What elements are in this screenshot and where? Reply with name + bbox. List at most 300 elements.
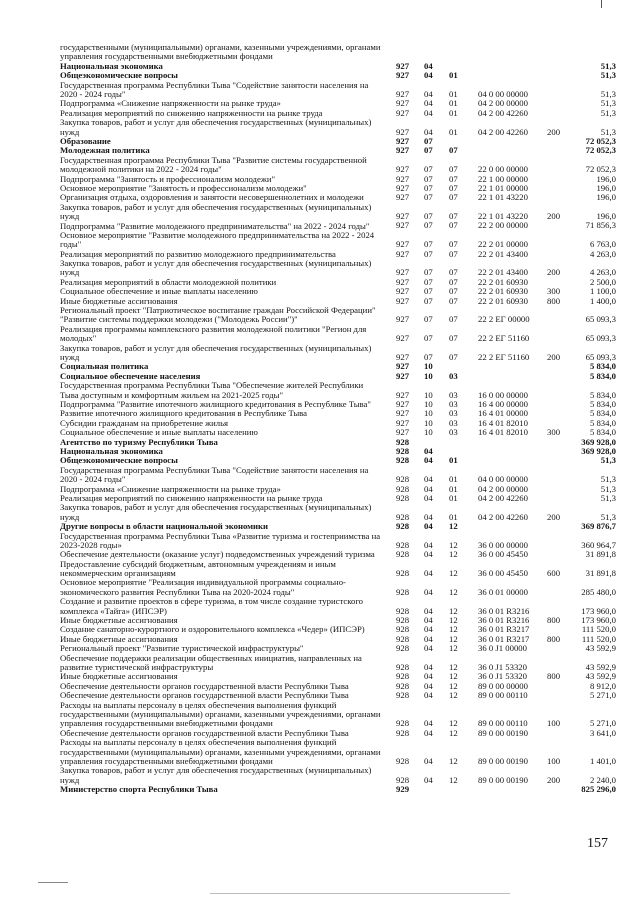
ministry-code: 928 [396, 671, 410, 682]
ministry-code: 928 [396, 615, 410, 626]
expense-type-code: 600 [547, 568, 561, 579]
row-description [60, 118, 390, 137]
ministry-code: 928 [396, 492, 410, 503]
subsection-code: 07 [449, 248, 458, 259]
subsection-code: 01 [449, 98, 458, 109]
ministry-code: 927 [396, 135, 410, 146]
subsection-code: 01 [449, 126, 458, 137]
ministry-code: 928 [396, 624, 410, 635]
subsection-code: 07 [449, 352, 458, 363]
section-code: 07 [424, 173, 433, 184]
section-code: 04 [424, 445, 433, 456]
target-article-code: 04 2 00 42260 [478, 107, 528, 118]
section-code: 10 [424, 427, 433, 438]
target-article-code: 36 0 J1 53320 [478, 671, 527, 682]
description-line: Иные бюджетные ассигнования [60, 615, 178, 626]
description-line: Развитие ипотечного жилищного кредитования в Республике Тыва [60, 408, 307, 419]
table-row [0, 766, 639, 785]
target-article-code: 22 1 01 43220 [478, 192, 528, 203]
description-line: Государственная программа Республики Тыва "Содействие занятости населения на [60, 464, 369, 475]
subsection-code: 03 [449, 389, 458, 400]
ministry-code: 928 [396, 727, 410, 738]
section-code: 04 [424, 70, 433, 81]
amount: 5 271,0 [589, 718, 616, 729]
table-row [0, 466, 639, 485]
subsection-code: 12 [449, 549, 458, 560]
description-line: молодежной политики на 2022 - 2024 годы" [60, 164, 222, 175]
description-line: Государственная программа Республики Тыва "Содействие занятости населения на [60, 79, 369, 90]
row-description [60, 766, 390, 785]
target-article-code: 22 2 ЕГ 00000 [478, 314, 530, 325]
description-line: Создание и развитие проектов в сфере туризма, в том числе создание туристского [60, 596, 364, 607]
target-article-code: 22 2 01 60930 [478, 286, 528, 297]
amount: 196,0 [596, 173, 616, 184]
ministry-code: 927 [396, 295, 410, 306]
subsection-code: 12 [449, 662, 458, 673]
target-article-code: 36 0 J1 53320 [478, 662, 527, 673]
section-code: 07 [424, 220, 433, 231]
amount: 285 480,0 [581, 586, 616, 597]
section-code: 04 [424, 633, 433, 644]
section-code: 07 [424, 286, 433, 297]
amount: 173 960,0 [581, 605, 616, 616]
section-code: 04 [424, 483, 433, 494]
amount: 51,3 [600, 126, 616, 137]
target-article-code: 04 2 00 42260 [478, 492, 528, 503]
amount: 43 592,9 [585, 662, 616, 673]
table-row [0, 203, 639, 222]
target-article-code: 04 0 00 00000 [478, 88, 528, 99]
ministry-code: 927 [396, 276, 410, 287]
ministry-code: 927 [396, 70, 410, 81]
subsection-code: 12 [449, 521, 458, 532]
section-code: 04 [424, 539, 433, 550]
expense-type-code: 200 [547, 211, 561, 222]
expense-type-code: 100 [547, 718, 561, 729]
ministry-code: 927 [396, 248, 410, 259]
target-article-code: 36 0 J1 00000 [478, 643, 527, 654]
ministry-code: 928 [396, 774, 410, 785]
ministry-code: 927 [396, 267, 410, 278]
ministry-code: 927 [396, 408, 410, 419]
subsection-code: 12 [449, 727, 458, 738]
amount: 65 093,3 [585, 314, 616, 325]
description-line: комплекса «Тайга» (ИПСЭР) [60, 605, 167, 616]
target-article-code: 04 0 00 00000 [478, 474, 528, 485]
target-article-code: 22 2 01 60930 [478, 295, 528, 306]
description-line: нужд [60, 126, 80, 137]
amount: 43 592,9 [585, 671, 616, 682]
description-line: некоммерческим организациям [60, 568, 176, 579]
section-code: 04 [424, 671, 433, 682]
target-article-code: 04 2 00 42260 [478, 511, 528, 522]
subsection-code: 01 [449, 511, 458, 522]
description-line: Подпрограмма «Снижение напряженности на рынке труда» [60, 483, 281, 494]
page-number: 157 [587, 836, 608, 851]
description-line: Обеспечение деятельности органов государственной власти Республики Тыва [60, 680, 349, 691]
section-code: 04 [424, 455, 433, 466]
section-code: 10 [424, 408, 433, 419]
target-article-code: 22 2 ЕГ 51160 [478, 333, 530, 344]
target-article-code: 89 0 00 00110 [478, 718, 528, 729]
section-code: 04 [424, 755, 433, 766]
description-line: Социальное обеспечение и иные выплаты населению [60, 286, 258, 297]
ministry-code: 927 [396, 60, 410, 71]
section-code: 04 [424, 492, 433, 503]
amount: 5 834,0 [589, 398, 616, 409]
subsection-code: 07 [449, 333, 458, 344]
target-article-code: 16 0 00 00000 [478, 389, 528, 400]
amount: 5 834,0 [589, 417, 616, 428]
amount: 111 520,0 [581, 633, 616, 644]
section-code: 07 [424, 164, 433, 175]
subsection-code: 07 [449, 286, 458, 297]
description-line: Иные бюджетные ассигнования [60, 633, 178, 644]
ministry-code: 927 [396, 389, 410, 400]
description-line: Реализация программы комплексного развития молодежной политики "Регион для [60, 323, 367, 334]
expense-type-code: 200 [547, 774, 561, 785]
description-line: Региональный проект "Патриотическое воспитание граждан Российской Федерации" [60, 305, 376, 316]
subsection-code: 03 [449, 417, 458, 428]
section-code: 04 [424, 126, 433, 137]
description-line: Обеспечение деятельности органов государственной власти Республики Тыва [60, 690, 349, 701]
section-code: 04 [424, 662, 433, 673]
section-code: 10 [424, 417, 433, 428]
section-code: 07 [424, 295, 433, 306]
table-row [0, 560, 639, 579]
description-line: Предоставление субсидий бюджетным, автономным учреждениям и иным [60, 558, 336, 569]
description-line: Общеэкономические вопросы [60, 455, 178, 466]
description-line: государственными (муниципальными) органами, казенными учреждениями, органами [60, 42, 381, 52]
section-code: 10 [424, 389, 433, 400]
target-article-code: 36 0 01 R3216 [478, 615, 530, 626]
amount: 72 052,3 [585, 135, 616, 146]
subsection-code: 12 [449, 680, 458, 691]
expense-type-code: 800 [547, 295, 561, 306]
subsection-code: 12 [449, 774, 458, 785]
amount: 1 100,0 [589, 286, 616, 297]
amount: 3 641,0 [589, 727, 616, 738]
subsection-code: 01 [449, 88, 458, 99]
amount: 51,3 [600, 88, 616, 99]
description-line: годы" [60, 239, 82, 250]
table-row [0, 344, 639, 363]
description-line: Реализация мероприятий по снижению напряженности на рынке труда [60, 107, 323, 118]
ministry-code: 927 [396, 286, 410, 297]
description-line: Организация отдыха, оздоровления и занятости несовершеннолетних и молодежи [60, 192, 364, 203]
description-line: Основное мероприятие "Развитие молодежного предпринимательства на 2022 - 2024 [60, 229, 375, 240]
subsection-code: 07 [449, 295, 458, 306]
target-article-code: 89 0 00 00190 [478, 755, 528, 766]
section-code: 07 [424, 267, 433, 278]
description-line: Подпрограмма "Развитие ипотечного жилищного кредитования в Республике Тыва" [60, 399, 371, 409]
ministry-code: 927 [396, 173, 410, 184]
target-article-code: 22 1 01 00000 [478, 182, 528, 193]
subsection-code: 07 [449, 192, 458, 203]
target-article-code: 22 2 01 43400 [478, 248, 528, 259]
amount: 65 093,3 [585, 352, 616, 363]
description-line: Тыва доступным и комфортным жильем на 2021-2025 годы" [60, 389, 284, 400]
section-code: 07 [424, 248, 433, 259]
amount: 1 401,0 [589, 755, 616, 766]
section-code: 04 [424, 727, 433, 738]
subsection-code: 07 [449, 314, 458, 325]
section-code: 04 [424, 568, 433, 579]
target-article-code: 16 4 00 00000 [478, 398, 528, 409]
section-code: 04 [424, 60, 433, 71]
target-article-code: 36 0 01 R3217 [478, 633, 530, 644]
section-code: 04 [424, 107, 433, 118]
section-code: 04 [424, 680, 433, 691]
target-article-code: 22 0 00 00000 [478, 164, 528, 175]
row-description [60, 785, 390, 794]
row-description [60, 325, 390, 344]
row-description [60, 578, 390, 597]
description-line: нужд [60, 267, 80, 278]
description-line: Основное мероприятие "Реализация индивидуальной программы социально- [60, 577, 346, 588]
section-code: 07 [424, 145, 433, 156]
description-line: Национальная экономика [60, 445, 163, 456]
description-line: Иные бюджетные ассигнования [60, 295, 178, 306]
description-line: Министерство спорта Республики Тыва [60, 784, 218, 795]
description-line: Национальная экономика [60, 60, 163, 71]
amount: 31 891,8 [585, 568, 616, 579]
description-line: Социальное обеспечение населения [60, 370, 201, 381]
target-article-code: 89 0 00 00190 [478, 727, 528, 738]
row-description [60, 738, 390, 766]
subsection-code: 07 [449, 211, 458, 222]
description-line: 2023-2028 годы» [60, 539, 122, 550]
subsection-code: 07 [449, 220, 458, 231]
description-line: 2020 - 2024 годы" [60, 474, 126, 485]
ministry-code: 927 [396, 220, 410, 231]
amount: 31 891,8 [585, 549, 616, 560]
subsection-code: 07 [449, 164, 458, 175]
description-line: молодых" [60, 333, 97, 344]
subsection-code: 12 [449, 671, 458, 682]
subsection-code: 07 [449, 276, 458, 287]
amount: 51,3 [600, 60, 616, 71]
description-line: Государственная программа Республики Тыва «Развитие туризма и гостеприимства на [60, 530, 381, 541]
amount: 369 928,0 [581, 445, 616, 456]
section-code: 04 [424, 690, 433, 701]
amount: 5 834,0 [589, 361, 616, 372]
description-line: нужд [60, 352, 80, 363]
description-line: экономического развития Республики Тыва на 2020-2024 годы" [60, 586, 295, 597]
description-line: Подпрограмма «Снижение напряженности на рынке труда» [60, 98, 281, 109]
row-description [60, 259, 390, 278]
section-code: 07 [424, 314, 433, 325]
row-description [60, 156, 390, 175]
section-code: 04 [424, 605, 433, 616]
section-code: 04 [424, 774, 433, 785]
description-line: Подпрограмма "Занятость и профессионализм молодежи" [60, 173, 276, 184]
ministry-code: 928 [396, 539, 410, 550]
description-line: Государственная программа Республики Тыва "Развитие системы государственной [60, 154, 367, 165]
section-code: 04 [424, 521, 433, 532]
ministry-code: 927 [396, 98, 410, 109]
amount: 51,3 [600, 483, 616, 494]
scan-edge-mark [38, 882, 68, 883]
section-code: 07 [424, 276, 433, 287]
amount: 51,3 [600, 98, 616, 109]
section-code: 10 [424, 398, 433, 409]
description-line: управления государственными внебюджетными фондами [60, 756, 273, 766]
description-line: Агентство по туризму Республики Тыва [60, 436, 218, 447]
description-line: Региональный проект "Развитие туристической инфраструктуры" [60, 643, 304, 654]
ministry-code: 928 [396, 643, 410, 654]
row-description [60, 503, 390, 522]
description-line: государственными (муниципальными) органами, казенными учреждениями, органами [60, 709, 381, 720]
ministry-code: 928 [396, 455, 410, 466]
ministry-code: 928 [396, 445, 410, 456]
expense-type-code: 100 [547, 755, 561, 766]
expense-type-code: 300 [547, 427, 561, 438]
ministry-code: 927 [396, 427, 410, 438]
row-description [60, 701, 390, 729]
subsection-code: 12 [449, 586, 458, 597]
amount: 51,3 [600, 107, 616, 118]
ministry-code: 927 [396, 417, 410, 428]
target-article-code: 22 1 01 43220 [478, 211, 528, 222]
ministry-code: 928 [396, 521, 410, 532]
section-code: 07 [424, 352, 433, 363]
subsection-code: 01 [449, 70, 458, 81]
expense-type-code: 200 [547, 126, 561, 137]
description-line: нужд [60, 211, 80, 222]
target-article-code: 36 0 00 45450 [478, 568, 528, 579]
target-article-code: 04 2 00 42260 [478, 126, 528, 137]
description-line: управления государственными внебюджетными фондами [60, 718, 273, 729]
ministry-code: 927 [396, 192, 410, 203]
subsection-code: 01 [449, 483, 458, 494]
description-line: нужд [60, 511, 80, 522]
ministry-code: 928 [396, 511, 410, 522]
section-code: 07 [424, 239, 433, 250]
amount: 51,3 [600, 511, 616, 522]
ministry-code: 928 [396, 474, 410, 485]
description-line: Закупка товаров, работ и услуг для обеспечения государственных (муниципальных) [60, 342, 372, 353]
section-code: 04 [424, 586, 433, 597]
description-line: Закупка товаров, работ и услуг для обеспечения государственных (муниципальных) [60, 258, 372, 269]
ministry-code: 928 [396, 605, 410, 616]
ministry-code: 927 [396, 398, 410, 409]
section-code: 10 [424, 361, 433, 372]
ministry-code: 927 [396, 361, 410, 372]
target-article-code: 22 2 01 00000 [478, 239, 528, 250]
description-line: Закупка товаров, работ и услуг для обеспечения государственных (муниципальных) [60, 201, 372, 212]
section-code: 04 [424, 624, 433, 635]
ministry-code: 928 [396, 718, 410, 729]
target-article-code: 22 2 01 60930 [478, 276, 528, 287]
scan-edge-mark [601, 0, 602, 8]
target-article-code: 89 0 00 00000 [478, 680, 528, 691]
table-row [0, 503, 639, 522]
description-line: "Развитие системы поддержки молодежи ("Молодежь России")" [60, 314, 298, 325]
subsection-code: 12 [449, 643, 458, 654]
row-description [60, 532, 390, 551]
subsection-code: 07 [449, 145, 458, 156]
subsection-code: 07 [449, 173, 458, 184]
row-description [60, 560, 390, 579]
budget-table [0, 43, 639, 795]
description-line: Закупка товаров, работ и услуг для обеспечения государственных (муниципальных) [60, 117, 372, 128]
table-row [0, 532, 639, 551]
table-row [0, 325, 639, 344]
section-code: 04 [424, 549, 433, 560]
description-line: Социальная политика [60, 361, 149, 372]
description-line: Государственная программа Республики Тыва "Обеспечение жителей Республики [60, 380, 364, 391]
description-line: управления государственными внебюджетными фондами [60, 51, 273, 62]
expense-type-code: 800 [547, 615, 561, 626]
subsection-code: 12 [449, 568, 458, 579]
row-description [60, 203, 390, 222]
description-line: Закупка товаров, работ и услуг для обеспечения государственных (муниципальных) [60, 502, 372, 513]
description-line: Расходы на выплаты персоналу в целях обеспечения выполнения функций [60, 699, 337, 710]
description-line: Иные бюджетные ассигнования [60, 671, 178, 682]
section-code: 04 [424, 98, 433, 109]
row-description [60, 654, 390, 673]
table-row [0, 231, 639, 250]
ministry-code: 929 [396, 784, 410, 795]
target-article-code: 16 4 01 82010 [478, 417, 528, 428]
expense-type-code: 800 [547, 671, 561, 682]
ministry-code: 927 [396, 211, 410, 222]
ministry-code: 928 [396, 586, 410, 597]
subsection-code: 03 [449, 408, 458, 419]
row-description [60, 344, 390, 363]
subsection-code: 12 [449, 690, 458, 701]
target-article-code: 36 0 01 00000 [478, 586, 528, 597]
section-code: 07 [424, 192, 433, 203]
expense-type-code: 200 [547, 267, 561, 278]
description-line: Реализация мероприятий по снижению напряженности на рынке труда [60, 492, 323, 503]
subsection-code: 12 [449, 718, 458, 729]
description-line: развитие туристической инфраструктуры [60, 662, 214, 673]
subsection-code: 12 [449, 633, 458, 644]
target-article-code: 36 0 00 45450 [478, 549, 528, 560]
description-line: Другие вопросы в области национальной экономики [60, 521, 269, 532]
target-article-code: 22 2 01 43400 [478, 267, 528, 278]
target-article-code: 04 2 00 00000 [478, 483, 528, 494]
subsection-code: 07 [449, 239, 458, 250]
section-code: 04 [424, 511, 433, 522]
description-line: Субсидии гражданам на приобретение жилья [60, 417, 229, 428]
expense-type-code: 300 [547, 286, 561, 297]
amount: 5 834,0 [589, 427, 616, 438]
table-row [0, 118, 639, 137]
row-description [60, 43, 390, 62]
ministry-code: 927 [396, 239, 410, 250]
ministry-code: 927 [396, 370, 410, 381]
amount: 369 928,0 [581, 436, 616, 447]
table-row [0, 785, 639, 794]
subsection-code: 12 [449, 539, 458, 550]
row-description [60, 81, 390, 100]
ministry-code: 927 [396, 88, 410, 99]
ministry-code: 928 [396, 690, 410, 701]
amount: 51,3 [600, 455, 616, 466]
amount: 369 876,7 [581, 521, 616, 532]
ministry-code: 928 [396, 755, 410, 766]
description-line: Расходы на выплаты персоналу в целях обеспечения выполнения функций [60, 737, 337, 748]
amount: 6 763,0 [589, 239, 616, 250]
ministry-code: 928 [396, 633, 410, 644]
amount: 51,3 [600, 70, 616, 81]
target-article-code: 04 2 00 00000 [478, 98, 528, 109]
target-article-code: 16 4 01 82010 [478, 427, 528, 438]
amount: 173 960,0 [581, 615, 616, 626]
